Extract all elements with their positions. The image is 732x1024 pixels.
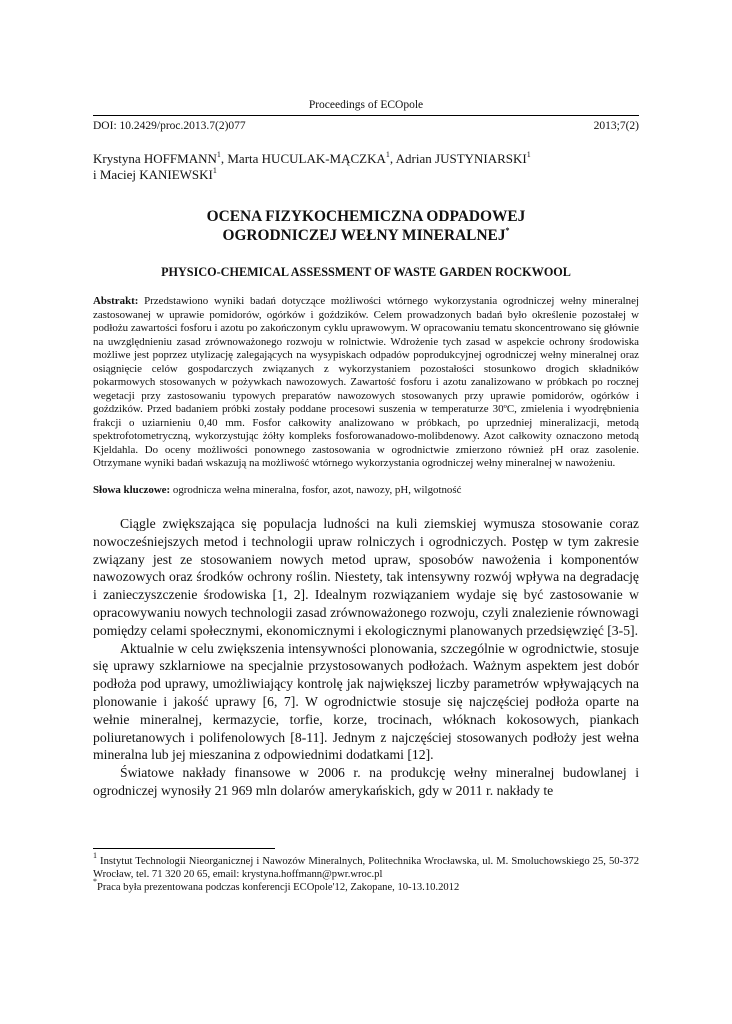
volume-info: 2013;7(2) bbox=[593, 120, 639, 132]
author-3: , Adrian JUSTYNIARSKI bbox=[389, 151, 527, 166]
footnote-1-text: Instytut Technologii Nieorganicznej i Nawozów Mineralnych, Politechnika Wrocławska, ul. M. Smoluchowskiego 25, 50-372 Wrocław, tel. 71 320 20 65, email: krystyna.hoffmann@pwr.wroc.pl bbox=[93, 856, 639, 880]
author-1: Krystyna HOFFMANN bbox=[93, 151, 217, 166]
footnote-rule bbox=[93, 848, 275, 849]
header-meta bbox=[93, 115, 639, 133]
footnote-1 bbox=[93, 851, 639, 881]
footnote-1-mark: 1 bbox=[93, 851, 97, 861]
paragraph-3: Światowe nakłady finansowe w 2006 r. na produkcję wełny mineralnej budowlanej i ogrodniczej wynosiły 21 969 mln dolarów amerykańskich, gdy w 2011 r. nakłady te bbox=[93, 765, 639, 798]
keywords-text: ogrodnicza wełna mineralna, fosfor, azot, nawozy, pH, wilgotność bbox=[172, 483, 462, 496]
body-text bbox=[93, 515, 639, 800]
title-line-1: OCENA FIZYKOCHEMICZNA ODPADOWEJ bbox=[206, 208, 526, 225]
journal-name: Proceedings of ECOpole bbox=[308, 99, 424, 111]
footnotes bbox=[93, 848, 639, 894]
author-4: i Maciej KANIEWSKI bbox=[93, 167, 213, 182]
affil-mark: 1 bbox=[212, 165, 217, 175]
footnote-2-mark: * bbox=[93, 877, 97, 887]
footnote-2-text: Praca była prezentowana podczas konferencji ECOpole'12, Zakopane, 10-13.10.2012 bbox=[97, 882, 460, 893]
title-line-2: OGRODNICZEJ WEŁNY MINERALNEJ bbox=[222, 227, 506, 244]
title-english: PHYSICO-CHEMICAL ASSESSMENT OF WASTE GARDEN ROCKWOOL bbox=[161, 265, 571, 279]
keywords-label: Słowa kluczowe: bbox=[93, 483, 171, 496]
paragraph-2: Aktualnie w celu zwiększenia intensywności plonowania, szczególnie w ogrodnictwie, stosuje się uprawy szklarniowe na specjalnie przystosowanych podłożach. Ważnym aspektem jest dobór podłoża pod uprawy, umożliwiający kontrolę jak największej liczby parametrów wpływających na plonowanie i jakość uprawy [6, 7]. W ogrodnictwie stosuje się najczęściej podłoża oparte na wełnie mineralnej, kermazycie, torfie, korze, trocinach, włóknach kokosowych, piankach poliuretanowych i polifenolowych [8-11]. Jednym z najczęściej stosowanych podłoży jest wełna mineralna lub jej mieszanina z odpowiednimi dodatkami [12]. bbox=[93, 640, 639, 763]
title-polish bbox=[93, 207, 639, 245]
abstract-text: Przedstawiono wyniki badań dotyczące możliwości wtórnego wykorzystania ogrodniczej wełny mineralnej zastosowanej w uprawie pomidorów, ogórków i goździków. Celem prowadzonych badań było określenie pozostałej w podłożu zawartości fosforu i azotu po zakończonym cyklu uprawowym. W opracowaniu tematu skoncentrowano się głównie na uwzględnieniu zasad zrównoważonego rozwoju w rolnictwie. Wdrożenie tych zasad w aspekcie ochrony środowiska możliwe jest poprzez utylizację zalegających na wysypiskach odpadów poprodukcyjnej ogrodniczej wełny mineralnej oraz osiągnięcie celów gospodarczych związanych z wykorzystaniem pozostałości stosunkowo drogich składników pokarmowych stosowanych w pożywkach nawozowych. Zawartość fosforu i azotu zanalizowano w próbkach po rocznej wegetacji przy zastosowaniu typowych preparatów nawozowych stosowanych przy uprawie pomidorów, ogórków i goździków. Przed badaniem próbki zostały poddane procesowi suszenia w temperaturze 30ºC, zmielenia i wyodrębnienia frakcji o uziarnieniu 0,40 mm. Fosfor całkowity analizowano w próbkach, po uprzedniej mineralizacji, metodą spektrofotometryczną, wykorzystując żółty kompleks fosforowanadowo-molibdenowy. Azot całkowity oznaczono metodą Kjeldahla. Do oceny możliwości ponownego zastosowania w ogrodnictwie zmierzono również pH oraz zasolenie. Otrzymane wyniki badań wskazują na możliwość wtórnego wykorzystania ogrodniczej wełny mineralnej w nawożeniu. bbox=[93, 295, 639, 469]
keywords bbox=[93, 484, 639, 498]
paragraph-1: Ciągle zwiększająca się populacja ludności na kuli ziemskiej wymusza stosowanie coraz nowocześniejszych metod i technologii upraw rolniczych i ogrodniczych. Postęp w tym zakresie związany jest ze stosowaniem nowych metod upraw, sposobów nawożenia i komponentów nawozowych oraz środków ochrony roślin. Niestety, tak intensywny rozwój wpływa na degradację i zanieczyszczenie środowiska [1, 2]. Idealnym rozwiązaniem wydaje się być zastosowanie w opracowywaniu nowych technologii zasad zrównoważonego rozwoju, czyli znalezienie równowagi pomiędzy celami społecznymi, ekonomicznymi i ekologicznymi planowanych przedsięwzięć [3-5]. bbox=[93, 516, 639, 638]
doi: DOI: 10.2429/proc.2013.7(2)077 bbox=[93, 120, 246, 132]
footnote-2 bbox=[93, 877, 639, 894]
paper-page bbox=[93, 98, 639, 800]
affil-mark: 1 bbox=[385, 149, 390, 159]
affil-mark: 1 bbox=[216, 149, 221, 159]
abstract bbox=[93, 295, 639, 471]
affil-mark: 1 bbox=[526, 149, 531, 159]
title-footnote-mark: * bbox=[505, 225, 510, 235]
author-2: , Marta HUCULAK-MĄCZKA bbox=[220, 151, 386, 166]
authors bbox=[93, 151, 639, 183]
abstract-label: Abstrakt: bbox=[93, 295, 139, 307]
